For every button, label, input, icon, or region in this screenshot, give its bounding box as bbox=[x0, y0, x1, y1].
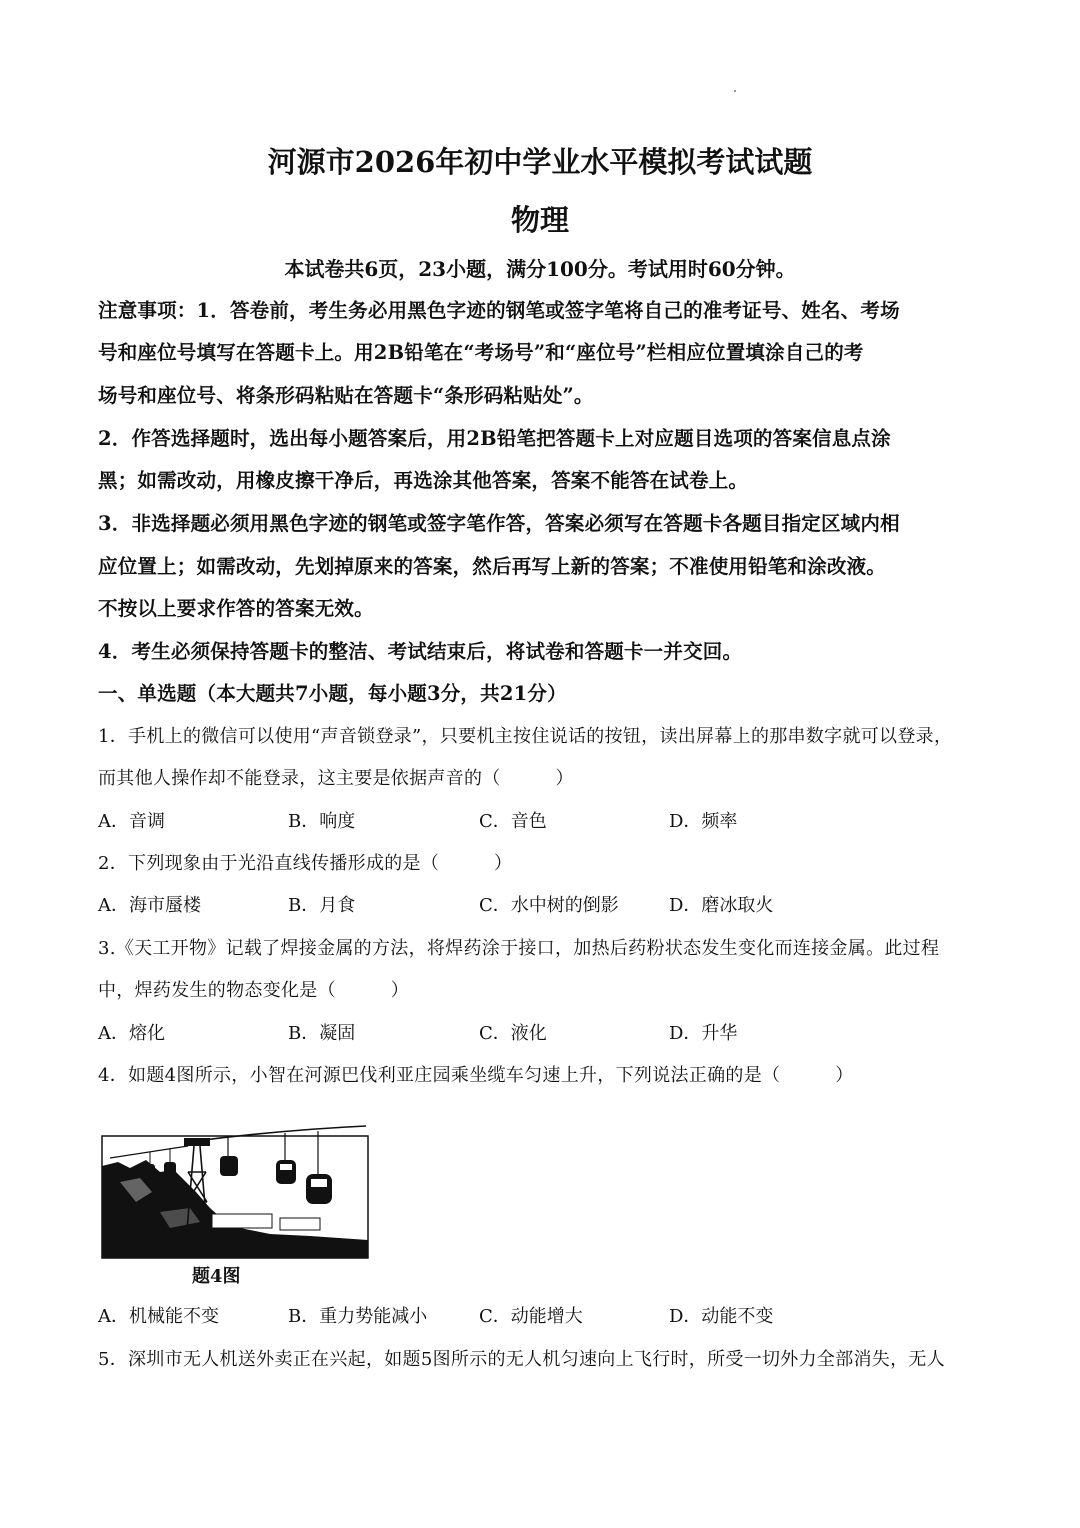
question-1-text: 1．手机上的微信可以使用“声音锁登录”，只要机主按住说话的按钮，读出屏幕上的那串数字就可以登录， bbox=[98, 726, 953, 747]
question-5-text: 5．深圳市无人机送外卖正在兴起，如题5图所示的无人机匀速向上飞行时，所受一切外力全部消失，无人 bbox=[98, 1349, 945, 1370]
notes-line: 不按以上要求作答的答案无效。 bbox=[98, 597, 374, 620]
exam-info: 本试卷共6页，23小题，满分100分。考试用时60分钟。 bbox=[284, 257, 796, 281]
question-3-text: 中，焊药发生的物态变化是（ ） bbox=[98, 980, 410, 1001]
question-1-option-b: B．响度 bbox=[288, 811, 356, 832]
question-4-option-c: C．动能增大 bbox=[479, 1306, 583, 1327]
question-2-text: 2．下列现象由于光沿直线传播形成的是（ ） bbox=[98, 853, 513, 874]
subject-title: 物理 bbox=[510, 203, 569, 237]
question-2-option-b: B．月食 bbox=[288, 895, 356, 916]
question-3-option-c: C．液化 bbox=[479, 1023, 547, 1044]
notes-line: 应位置上；如需改动，先划掉原来的答案，然后再写上新的答案；不准使用铅笔和涂改液。 bbox=[98, 555, 887, 578]
question-4-option-b: B．重力势能减小 bbox=[288, 1306, 428, 1327]
question-4-option-d: D．动能不变 bbox=[669, 1306, 774, 1327]
question-1-option-c: C．音色 bbox=[479, 811, 547, 832]
cable-car-figure bbox=[100, 1122, 370, 1262]
question-2-option-d: D．磨冰取火 bbox=[669, 895, 774, 916]
notes-line: 3．非选择题必须用黑色字迹的钢笔或签字笔作答，答案必须写在答题卡各题目指定区域内相 bbox=[98, 512, 900, 535]
question-4-option-a: A．机械能不变 bbox=[98, 1306, 219, 1327]
question-3-option-b: B．凝固 bbox=[288, 1023, 356, 1044]
notes-line: 2．作答选择题时，选出每小题答案后，用2B铅笔把答题卡上对应题目选项的答案信息点涂 bbox=[98, 427, 891, 450]
section-heading: 一、单选题（本大题共7小题，每小题3分，共21分） bbox=[98, 682, 567, 705]
question-4-text: 4．如题4图所示，小智在河源巴伐利亚庄园乘坐缆车匀速上升，下列说法正确的是（ ） bbox=[98, 1065, 854, 1086]
notes-line: 黑；如需改动，用橡皮擦干净后，再选涂其他答案，答案不能答在试卷上。 bbox=[98, 469, 749, 492]
question-3-option-a: A．熔化 bbox=[98, 1023, 165, 1044]
question-2-option-c: C．水中树的倒影 bbox=[479, 895, 619, 916]
question-3-option-d: D．升华 bbox=[669, 1023, 738, 1044]
notes-line: 场号和座位号、将条形码粘贴在答题卡“条形码粘贴处”。 bbox=[98, 384, 594, 407]
notes-line: 4．考生必须保持答题卡的整洁、考试结束后，将试卷和答题卡一并交回。 bbox=[98, 640, 743, 663]
question-2-option-a: A．海市蜃楼 bbox=[98, 895, 201, 916]
exam-title: 河源市2026年初中学业水平模拟考试试题 bbox=[267, 145, 813, 179]
question-3-text: 3.《天工开物》记载了焊接金属的方法，将焊药涂于接口，加热后药粉状态发生变化而连接金属。此过程 bbox=[98, 938, 940, 959]
question-1-option-a: A．音调 bbox=[98, 811, 165, 832]
notes-line: 号和座位号填写在答题卡上。用2B铅笔在“考场号”和“座位号”栏相应位置填涂自己的考 bbox=[98, 341, 864, 364]
notes-line: 注意事项：1．答卷前，考生务必用黑色字迹的钢笔或签字笔将自己的准考证号、姓名、考场 bbox=[98, 299, 900, 322]
figure-caption: 题4图 bbox=[192, 1266, 241, 1287]
question-1-option-d: D．频率 bbox=[669, 811, 738, 832]
speck bbox=[734, 90, 736, 92]
question-1-text: 而其他人操作却不能登录，这主要是依据声音的（ ） bbox=[98, 768, 574, 789]
